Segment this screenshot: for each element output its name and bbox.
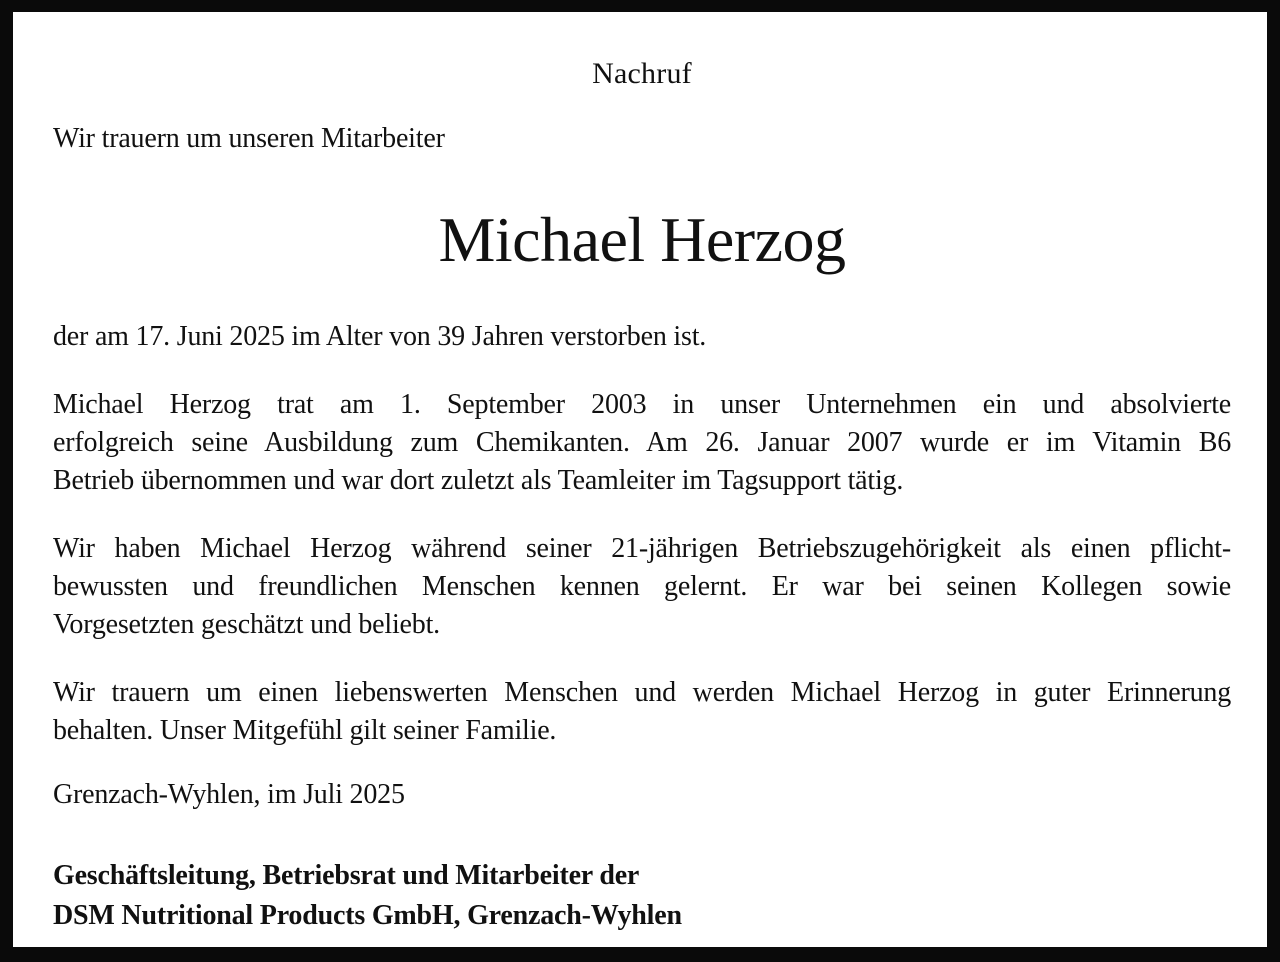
paragraph-career-line: Michael Herzog trat am 1. September 2003 in unser Unternehmen ein und absolvierte bbox=[53, 389, 1231, 420]
page-title: Nachruf bbox=[592, 57, 692, 90]
death-statement: der am 17. Juni 2025 im Alter von 39 Jahren verstorben ist. bbox=[53, 321, 707, 352]
paragraph-tribute-line: bewussten und freundlichen Menschen kennen gelernt. Er war bei seinen Kollegen sowie bbox=[53, 571, 1231, 602]
intro-line: Wir trauern um unseren Mitarbeiter bbox=[53, 123, 445, 154]
signature-line-org: Geschäftsleitung, Betriebsrat und Mitarbeiter der bbox=[53, 860, 640, 891]
place-date-line: Grenzach-Wyhlen, im Juli 2025 bbox=[53, 779, 405, 810]
paragraph-tribute-line: Vorgesetzten geschätzt und beliebt. bbox=[53, 609, 440, 640]
paragraph-tribute-line: Wir haben Michael Herzog während seiner 21-jährigen Betriebszugehörigkeit als einen pflicht- bbox=[53, 533, 1231, 564]
obituary-content bbox=[13, 12, 1267, 936]
paragraph-career-line: Betrieb übernommen und war dort zuletzt als Teamleiter im Tagsupport tätig. bbox=[53, 465, 904, 496]
signature-block bbox=[53, 856, 1231, 936]
signature-line-company: DSM Nutritional Products GmbH, Grenzach-Wyhlen bbox=[53, 900, 682, 931]
obituary-card bbox=[13, 12, 1267, 947]
paragraph-remembrance-line: Wir trauern um einen liebenswerten Menschen und werden Michael Herzog in guter Erinnerung bbox=[53, 677, 1231, 708]
deceased-name: Michael Herzog bbox=[438, 204, 846, 275]
paragraph-career bbox=[53, 386, 1231, 500]
paragraph-tribute bbox=[53, 530, 1231, 644]
paragraph-remembrance-line: behalten. Unser Mitgefühl gilt seiner Familie. bbox=[53, 715, 557, 746]
paragraph-career-line: erfolgreich seine Ausbildung zum Chemikanten. Am 26. Januar 2007 wurde er im Vitamin B6 bbox=[53, 427, 1231, 458]
paragraph-remembrance bbox=[53, 674, 1231, 750]
